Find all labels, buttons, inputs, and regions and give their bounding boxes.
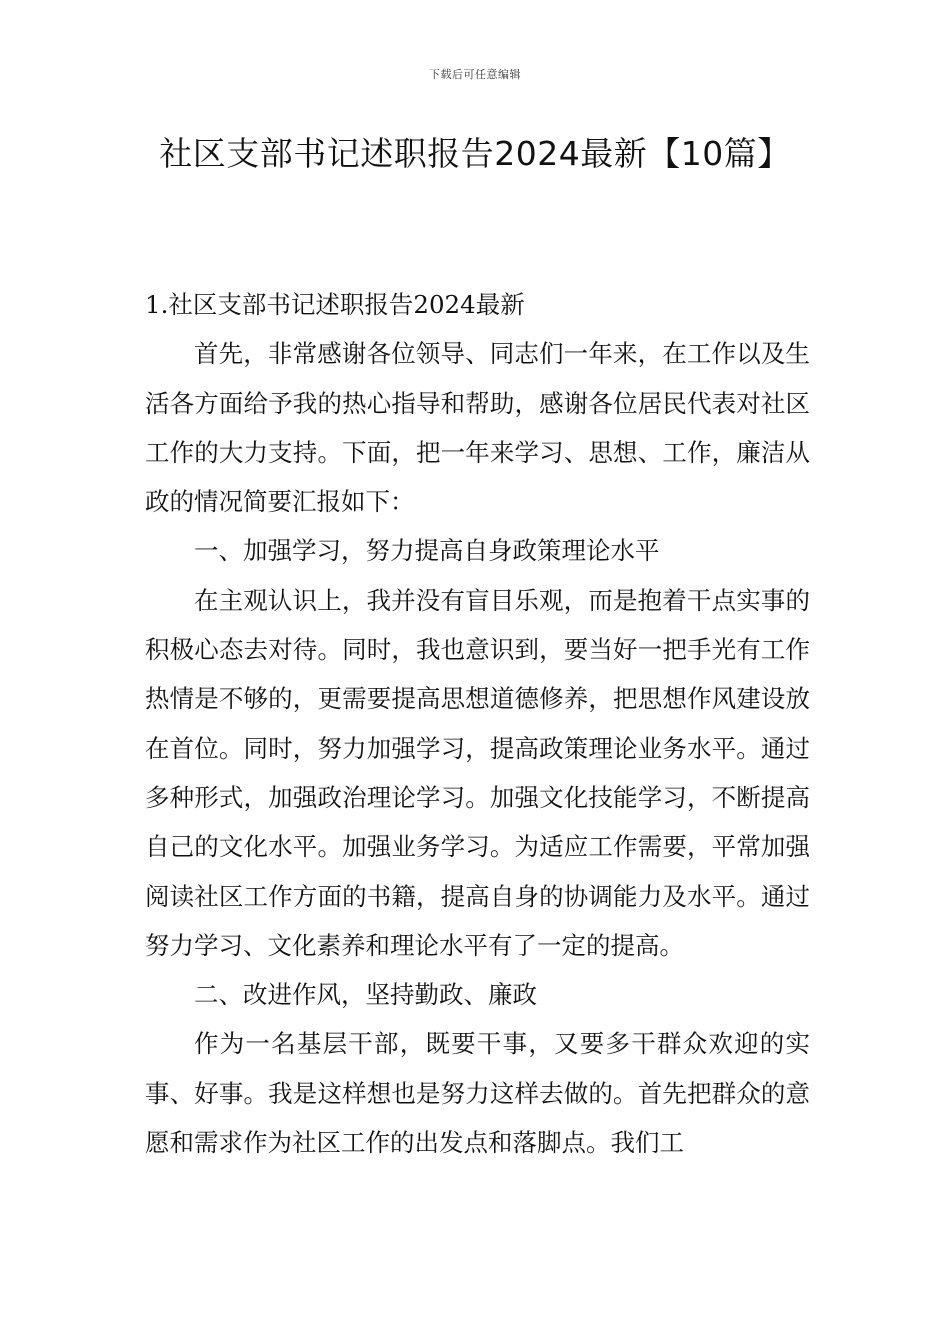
subheading-study: 一、加强学习，努力提高自身政策理论水平: [194, 536, 660, 566]
section-heading: 1.社区支部书记述职报告2024最新: [145, 290, 525, 319]
paragraph-study: 在主观认识上，我并没有盲目乐观，而是抱着干点实事的积极心态去对待。同时，我也意识到，要当好一把手光有工作热情是不够的，更需要提高思想道德修养，把思想作风建设放在首位。同时，努力加强学习，提高政策理论业务水平。通过多种形式，加强政治理论学习。加强文化技能学习，不断提高自己的文化水平。加强业务学习。为适应工作需要，平常加强阅读社区工作方面的书籍，提高自身的协调能力及水平。通过努力学习、文化素养和理论水平有了一定的提高。: [145, 585, 810, 960]
paragraph-intro: 首先，非常感谢各位领导、同志们一年来，在工作以及生活各方面给予我的热心指导和帮助，感谢各位居民代表对社区工作的大力支持。下面，把一年来学习、思想、工作，廉洁从政的情况简要汇报如下：: [145, 339, 810, 517]
document-title: 社区支部书记述职报告2024最新【10篇】: [159, 134, 791, 173]
header-note: 下载后可任意编辑: [429, 68, 521, 81]
document-body: [145, 280, 810, 1167]
subheading-style: 二、改进作风，坚持勤政、廉政: [194, 980, 537, 1010]
paragraph-style: 作为一名基层干部，既要干事，又要多干群众欢迎的实事、好事。我是这样想也是努力这样去做的。首先把群众的意愿和需求作为社区工作的出发点和落脚点。我们工: [145, 1029, 810, 1158]
